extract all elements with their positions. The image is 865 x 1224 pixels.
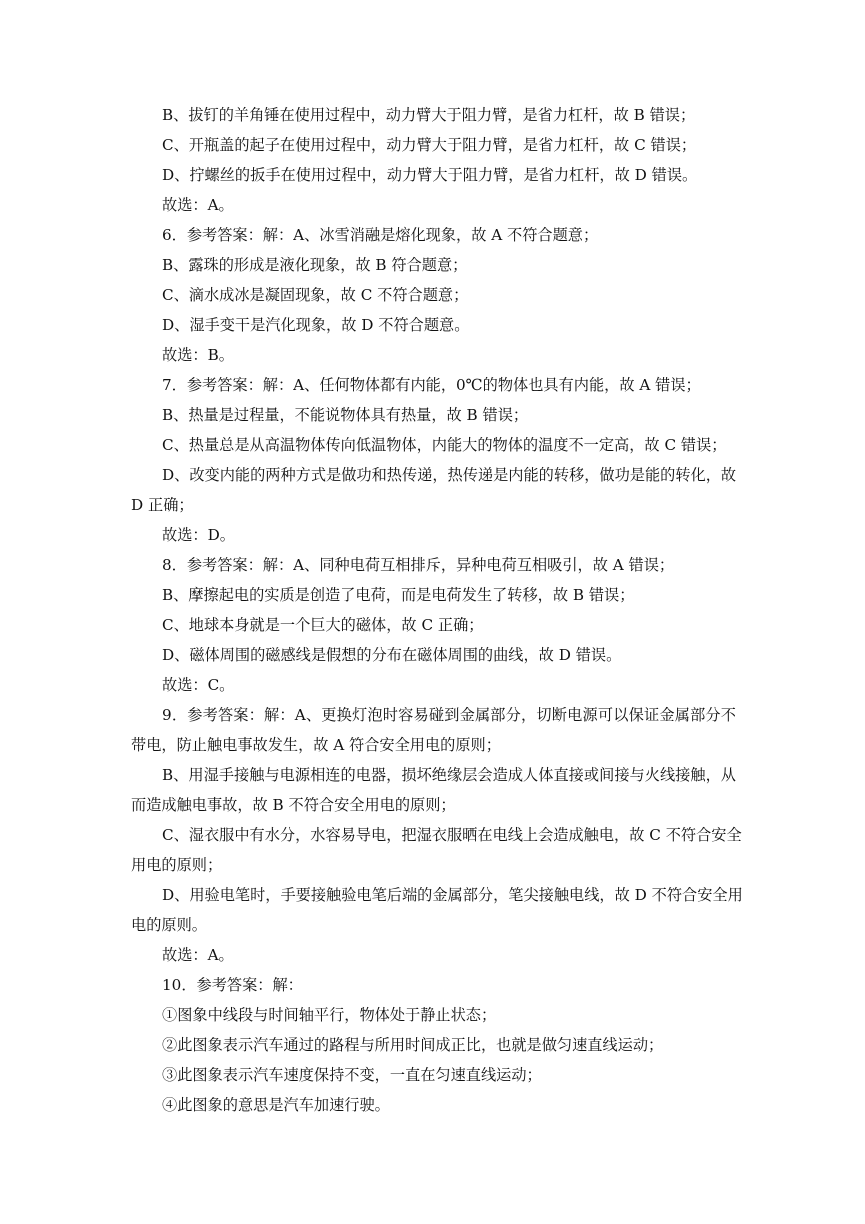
text-line: D、拧螺丝的扳手在使用过程中，动力臂大于阻力臂，是省力杠杆，故 D 错误。: [162, 166, 698, 184]
question-6-heading: 6．参考答案：解：A、冰雪消融是熔化现象，故 A 不符合题意；: [162, 226, 599, 244]
question-9-heading: 9．参考答案：解：A、更换灯泡时容易碰到金属部分，切断电源可以保证金属部分不: [162, 706, 736, 724]
question-7-heading: 7．参考答案：解：A、任何物体都有内能，0℃的物体也具有内能，故 A 错误；: [162, 376, 701, 394]
answer-text-block: [131, 100, 743, 1120]
text-line: ③此图象表示汽车速度保持不变，一直在匀速直线运动；: [162, 1066, 542, 1084]
text-line: 故选：A。: [162, 946, 234, 964]
text-line: 带电，防止触电事故发生，故 A 符合安全用电的原则；: [131, 736, 501, 754]
text-line: D、湿手变干是汽化现象，故 D 不符合题意。: [162, 316, 470, 334]
text-line: ①图象中线段与时间轴平行，物体处于静止状态；: [162, 1006, 497, 1024]
text-line: C、开瓶盖的起子在使用过程中，动力臂大于阻力臂，是省力杠杆，故 C 错误；: [162, 136, 697, 154]
text-line: 而造成触电事故，故 B 不符合安全用电的原则；: [131, 796, 456, 814]
text-line: 故选：D。: [162, 526, 235, 544]
text-line: C、湿衣服中有水分，水容易导电，把湿衣服晒在电线上会造成触电，故 C 不符合安全: [162, 826, 742, 844]
text-line: C、热量总是从高温物体传向低温物体，内能大的物体的温度不一定高，故 C 错误；: [162, 436, 727, 454]
text-line: 电的原则。: [131, 916, 207, 934]
text-line: ④此图象的意思是汽车加速行驶。: [162, 1096, 390, 1114]
text-line: D 正确；: [131, 496, 194, 514]
text-line: C、滴水成冰是凝固现象，故 C 不符合题意；: [162, 286, 469, 304]
text-line: D、磁体周围的磁感线是假想的分布在磁体周围的曲线，故 D 错误。: [162, 646, 622, 664]
question-8-heading: 8．参考答案：解：A、同种电荷互相排斥，异种电荷互相吸引，故 A 错误；: [162, 556, 675, 574]
text-line: B、拔钉的羊角锤在使用过程中，动力臂大于阻力臂，是省力杠杆，故 B 错误；: [162, 106, 696, 124]
text-line: B、摩擦起电的实质是创造了电荷，而是电荷发生了转移，故 B 错误；: [162, 586, 635, 604]
text-line: ②此图象表示汽车通过的路程与所用时间成正比，也就是做匀速直线运动；: [162, 1036, 664, 1054]
text-line: D、用验电笔时，手要接触验电笔后端的金属部分，笔尖接触电线，故 D 不符合安全用: [162, 886, 743, 904]
text-line: C、地球本身就是一个巨大的磁体，故 C 正确；: [162, 616, 484, 634]
text-line: B、热量是过程量，不能说物体具有热量，故 B 错误；: [162, 406, 529, 424]
text-line: D、改变内能的两种方式是做功和热传递，热传递是内能的转移，做功是能的转化，故: [162, 466, 737, 484]
text-line: 故选：C。: [162, 676, 235, 694]
text-line: 故选：B。: [162, 346, 234, 364]
text-line: 故选：A。: [162, 196, 234, 214]
text-line: 用电的原则；: [131, 856, 223, 874]
text-line: B、用湿手接触与电源相连的电器，损坏绝缘层会造成人体直接或间接与火线接触，从: [162, 766, 736, 784]
text-line: B、露珠的形成是液化现象，故 B 符合题意；: [162, 256, 468, 274]
question-10-heading: 10．参考答案：解：: [162, 976, 303, 994]
